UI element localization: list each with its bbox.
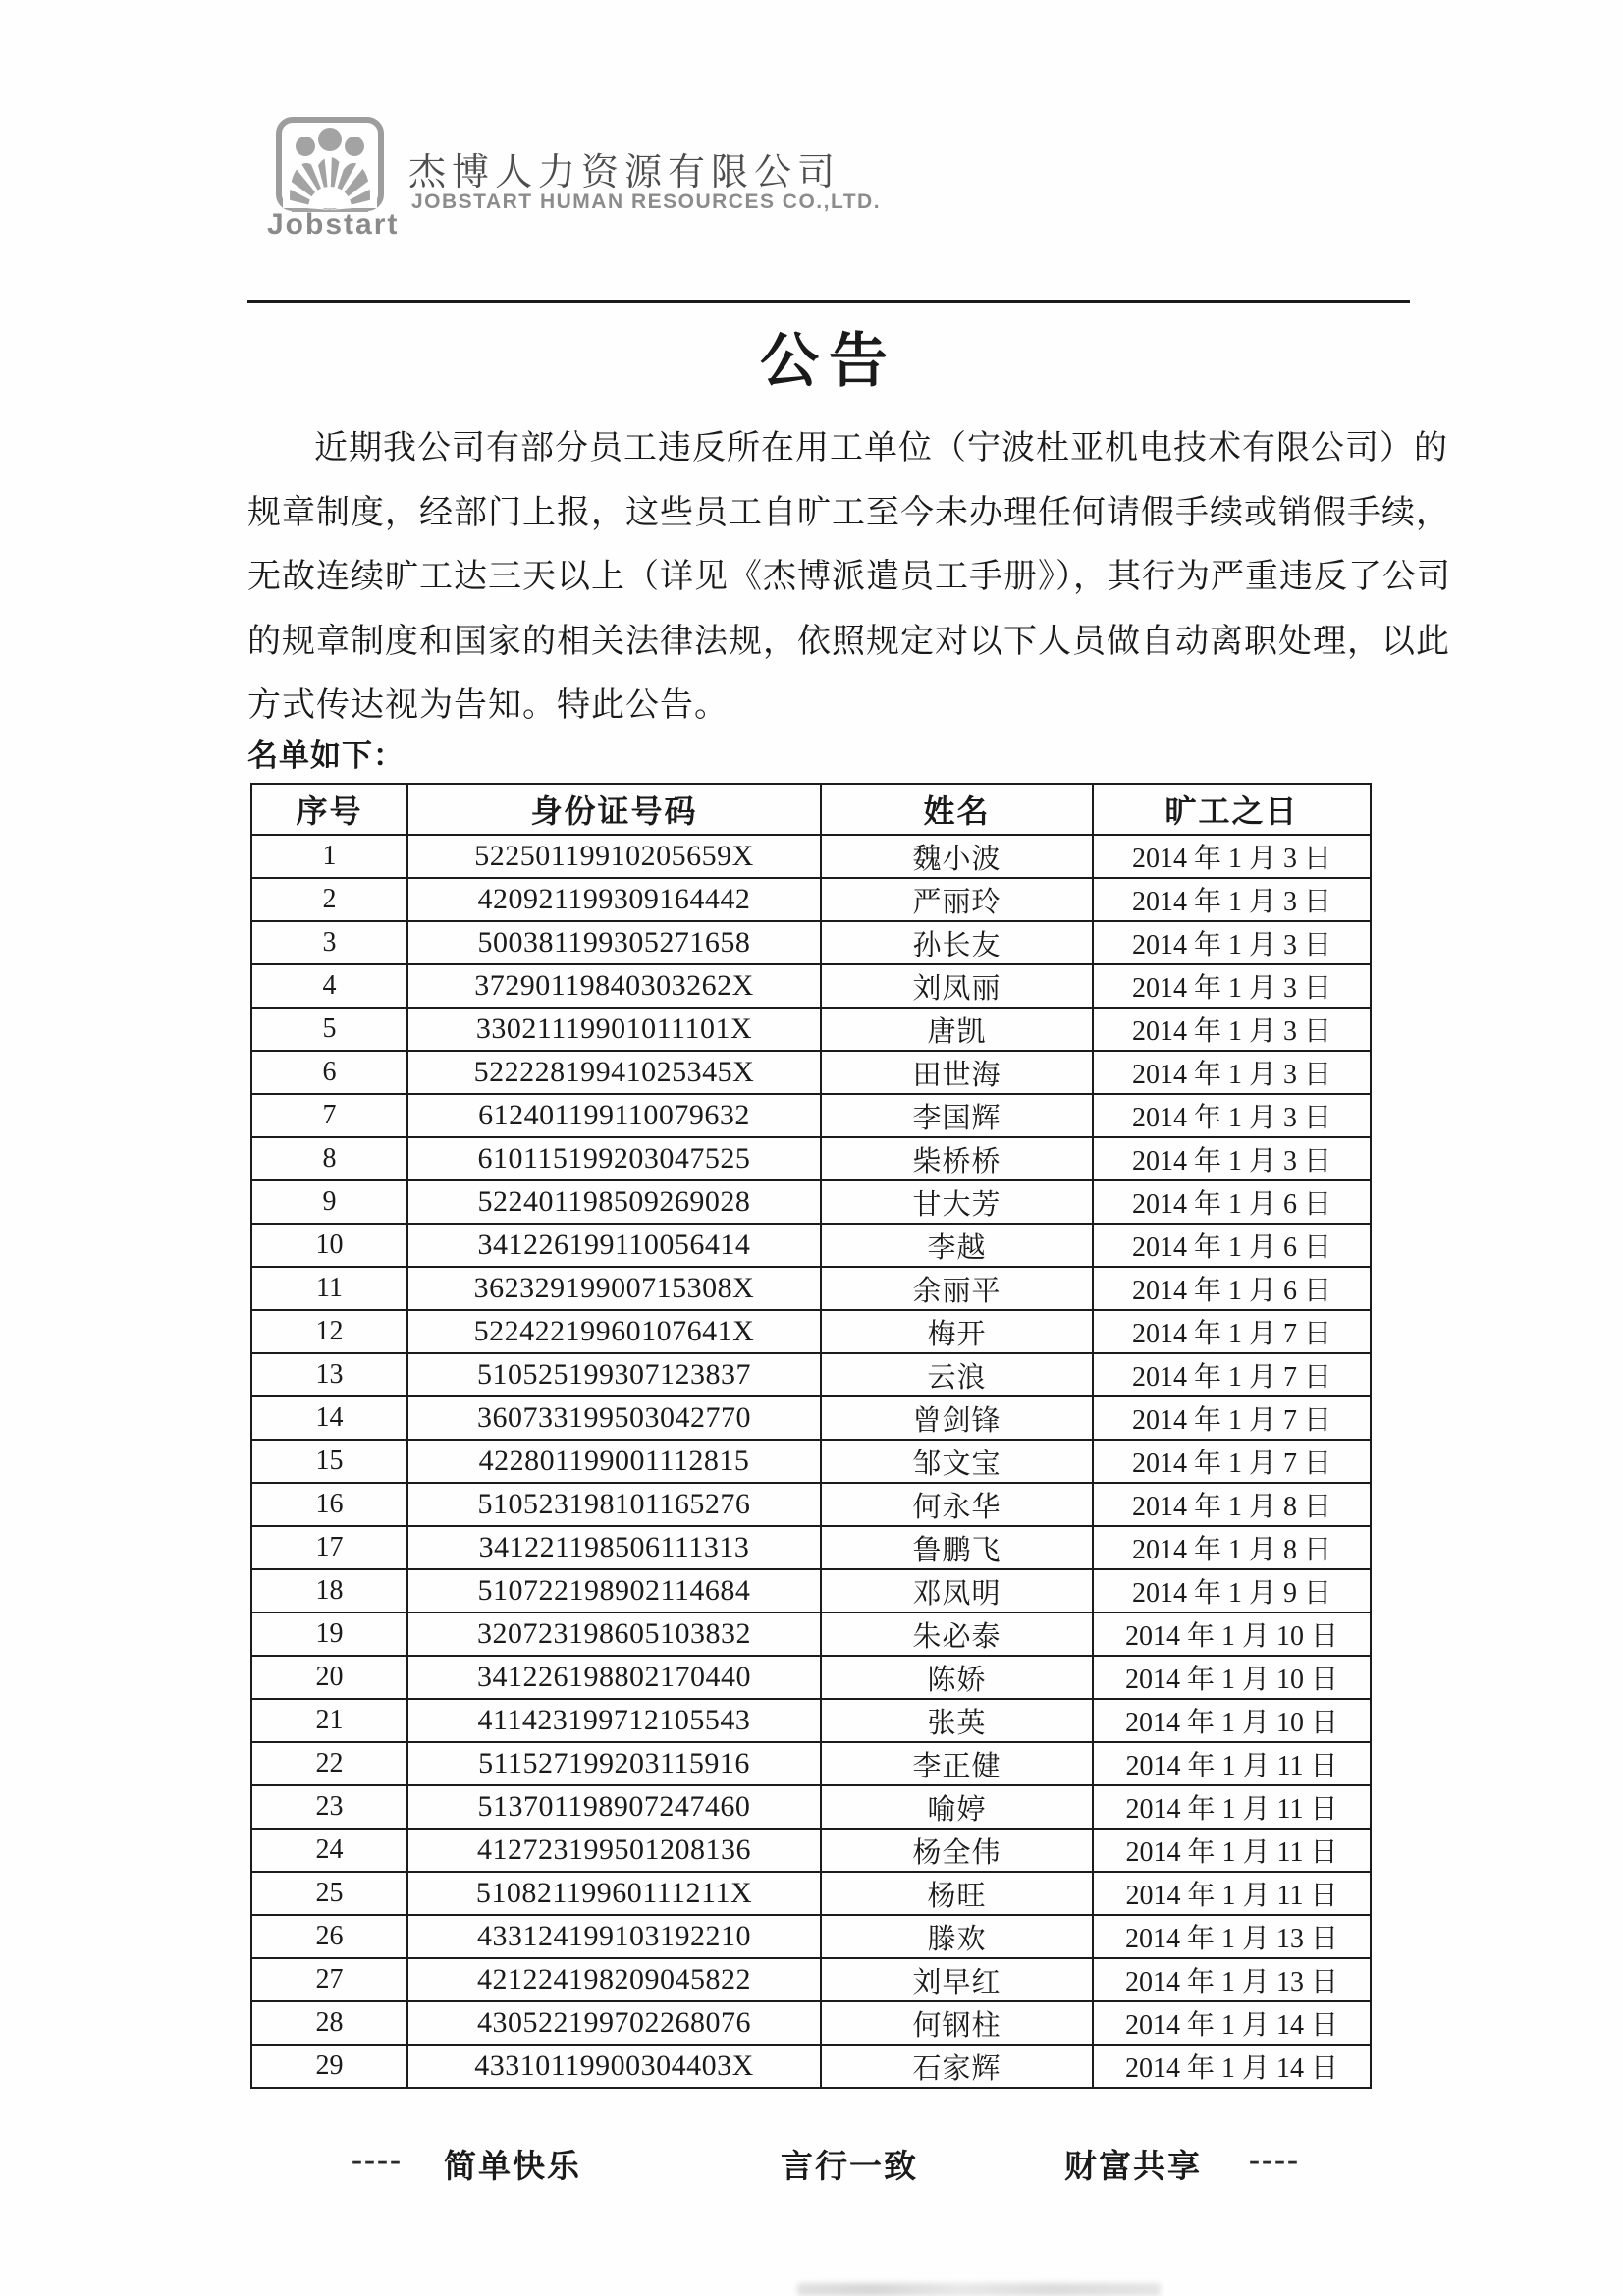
id-number-cell: 510722198902114684 (407, 1569, 821, 1613)
row-index-cell: 25 (251, 1872, 407, 1915)
row-index-cell: 2 (251, 878, 407, 921)
header-divider (247, 300, 1410, 303)
person-name-cell: 张英 (821, 1699, 1093, 1742)
person-name-cell: 李正健 (821, 1742, 1093, 1785)
body-line: 规章制度，经部门上报，这些员工自旷工至今未办理任何请假手续或销假手续， (247, 494, 1450, 531)
table-row (251, 1180, 1371, 1224)
absence-date-cell: 2014 年 1 月 3 日 (1093, 835, 1371, 878)
absence-date-cell: 2014 年 1 月 13 日 (1093, 1915, 1371, 1958)
row-index-cell: 5 (251, 1008, 407, 1051)
row-index-cell: 4 (251, 964, 407, 1008)
person-name-cell: 李越 (821, 1224, 1093, 1267)
absence-date-cell: 2014 年 1 月 3 日 (1093, 1051, 1371, 1094)
table-row (251, 1396, 1371, 1440)
id-number-cell: 430522199702268076 (407, 2001, 821, 2045)
footer-slogans (0, 2141, 1623, 2190)
absence-date-cell: 2014 年 1 月 9 日 (1093, 1569, 1371, 1613)
header-name: 姓名 (821, 784, 1093, 835)
table-row (251, 1613, 1371, 1656)
person-name-cell: 余丽平 (821, 1267, 1093, 1310)
person-name-cell: 邹文宝 (821, 1440, 1093, 1483)
person-name-cell: 田世海 (821, 1051, 1093, 1094)
person-name-cell: 孙长友 (821, 921, 1093, 964)
absence-date-cell: 2014 年 1 月 6 日 (1093, 1180, 1371, 1224)
row-index-cell: 11 (251, 1267, 407, 1310)
table-row (251, 1569, 1371, 1613)
absence-date-cell: 2014 年 1 月 3 日 (1093, 1008, 1371, 1051)
absence-date-cell: 2014 年 1 月 10 日 (1093, 1656, 1371, 1699)
row-index-cell: 24 (251, 1829, 407, 1872)
table-row (251, 1829, 1371, 1872)
table-row (251, 1699, 1371, 1742)
table-row (251, 2045, 1371, 2088)
id-number-cell: 33021119901011101X (407, 1008, 821, 1051)
table-row (251, 1958, 1371, 2001)
id-number-cell: 500381199305271658 (407, 921, 821, 964)
id-number-cell: 52242219960107641X (407, 1310, 821, 1353)
row-index-cell: 19 (251, 1613, 407, 1656)
footer-dash-right: ---- (1249, 2143, 1300, 2178)
table-row (251, 1785, 1371, 1829)
id-number-cell: 36232919900715308X (407, 1267, 821, 1310)
id-number-cell: 612401199110079632 (407, 1094, 821, 1137)
absence-date-cell: 2014 年 1 月 3 日 (1093, 921, 1371, 964)
person-name-cell: 曾剑锋 (821, 1396, 1093, 1440)
person-name-cell: 陈娇 (821, 1656, 1093, 1699)
absence-date-cell: 2014 年 1 月 11 日 (1093, 1872, 1371, 1915)
body-line: 近期我公司有部分员工违反所在用工单位（宁波杜亚机电技术有限公司）的 (314, 430, 1448, 466)
absence-date-cell: 2014 年 1 月 11 日 (1093, 1785, 1371, 1829)
person-name-cell: 杨全伟 (821, 1829, 1093, 1872)
body-line: 无故连续旷工达三天以上（详见《杰博派遣员工手册》），其行为严重违反了公司 (247, 559, 1451, 595)
absence-date-cell: 2014 年 1 月 6 日 (1093, 1224, 1371, 1267)
table-body (251, 835, 1371, 2088)
row-index-cell: 3 (251, 921, 407, 964)
header-id-number: 身份证号码 (407, 784, 821, 835)
id-number-cell: 341221198506111313 (407, 1526, 821, 1569)
id-number-cell: 411423199712105543 (407, 1699, 821, 1742)
absence-date-cell: 2014 年 1 月 11 日 (1093, 1742, 1371, 1785)
table-row (251, 1353, 1371, 1396)
absence-date-cell: 2014 年 1 月 14 日 (1093, 2001, 1371, 2045)
row-index-cell: 28 (251, 2001, 407, 2045)
body-line: 的规章制度和国家的相关法律法规，依照规定对以下人员做自动离职处理，以此 (247, 623, 1450, 660)
table-row (251, 1656, 1371, 1699)
person-name-cell: 刘凤丽 (821, 964, 1093, 1008)
table-row (251, 1310, 1371, 1353)
id-number-cell: 341226199110056414 (407, 1224, 821, 1267)
header-absence-date: 旷工之日 (1093, 784, 1371, 835)
table-row (251, 1742, 1371, 1785)
person-name-cell: 严丽玲 (821, 878, 1093, 921)
absence-date-cell: 2014 年 1 月 10 日 (1093, 1613, 1371, 1656)
row-index-cell: 17 (251, 1526, 407, 1569)
absence-date-cell: 2014 年 1 月 8 日 (1093, 1526, 1371, 1569)
id-number-cell: 420921199309164442 (407, 878, 821, 921)
scan-artifact (797, 2283, 1161, 2296)
person-name-cell: 梅开 (821, 1310, 1093, 1353)
announcement-body (247, 416, 1451, 738)
table-row (251, 878, 1371, 921)
header-serial-number: 序号 (251, 784, 407, 835)
id-number-cell: 513701198907247460 (407, 1785, 821, 1829)
table-row (251, 2001, 1371, 2045)
list-intro-label: 名单如下： (247, 738, 405, 773)
row-index-cell: 7 (251, 1094, 407, 1137)
absence-date-cell: 2014 年 1 月 3 日 (1093, 878, 1371, 921)
row-index-cell: 16 (251, 1483, 407, 1526)
absence-date-cell: 2014 年 1 月 3 日 (1093, 1094, 1371, 1137)
absence-date-cell: 2014 年 1 月 7 日 (1093, 1310, 1371, 1353)
id-number-cell: 511527199203115916 (407, 1742, 821, 1785)
table-header-row (251, 784, 1371, 835)
absence-date-cell: 2014 年 1 月 8 日 (1093, 1483, 1371, 1526)
footer-dash-left: ---- (352, 2143, 403, 2178)
row-index-cell: 18 (251, 1569, 407, 1613)
absence-date-cell: 2014 年 1 月 7 日 (1093, 1396, 1371, 1440)
person-name-cell: 滕欢 (821, 1915, 1093, 1958)
table-row (251, 1526, 1371, 1569)
id-number-cell: 510523198101165276 (407, 1483, 821, 1526)
row-index-cell: 22 (251, 1742, 407, 1785)
person-name-cell: 魏小波 (821, 835, 1093, 878)
id-number-cell: 522401198509269028 (407, 1180, 821, 1224)
person-name-cell: 鲁鹏飞 (821, 1526, 1093, 1569)
company-name-cn: 杰博人力资源有限公司 (408, 152, 841, 193)
row-index-cell: 1 (251, 835, 407, 878)
company-name-en: JOBSTART HUMAN RESOURCES CO.,LTD. (411, 191, 882, 213)
id-number-cell: 51082119960111211X (407, 1872, 821, 1915)
row-index-cell: 26 (251, 1915, 407, 1958)
table-row (251, 835, 1371, 878)
row-index-cell: 15 (251, 1440, 407, 1483)
id-number-cell: 610115199203047525 (407, 1137, 821, 1180)
id-number-cell: 43310119900304403X (407, 2045, 821, 2088)
table-row (251, 1008, 1371, 1051)
table-row (251, 1094, 1371, 1137)
absence-date-cell: 2014 年 1 月 7 日 (1093, 1353, 1371, 1396)
id-number-cell: 510525199307123837 (407, 1353, 821, 1396)
row-index-cell: 10 (251, 1224, 407, 1267)
person-name-cell: 何钢柱 (821, 2001, 1093, 2045)
brand-wordmark: Jobstart (267, 208, 400, 241)
absence-date-cell: 2014 年 1 月 10 日 (1093, 1699, 1371, 1742)
person-name-cell: 喻婷 (821, 1785, 1093, 1829)
row-index-cell: 14 (251, 1396, 407, 1440)
person-name-cell: 石家辉 (821, 2045, 1093, 2088)
row-index-cell: 29 (251, 2045, 407, 2088)
id-number-cell: 422801199001112815 (407, 1440, 821, 1483)
person-name-cell: 朱必泰 (821, 1613, 1093, 1656)
jobstart-logo-icon (275, 116, 385, 217)
table-row (251, 1483, 1371, 1526)
table-row (251, 1267, 1371, 1310)
row-index-cell: 23 (251, 1785, 407, 1829)
row-index-cell: 6 (251, 1051, 407, 1094)
row-index-cell: 27 (251, 1958, 407, 2001)
id-number-cell: 320723198605103832 (407, 1613, 821, 1656)
id-number-cell: 412723199501208136 (407, 1829, 821, 1872)
absence-date-cell: 2014 年 1 月 3 日 (1093, 964, 1371, 1008)
person-name-cell: 云浪 (821, 1353, 1093, 1396)
table-row (251, 1440, 1371, 1483)
id-number-cell: 421224198209045822 (407, 1958, 821, 2001)
id-number-cell: 52222819941025345X (407, 1051, 821, 1094)
row-index-cell: 9 (251, 1180, 407, 1224)
id-number-cell: 341226198802170440 (407, 1656, 821, 1699)
table-row (251, 1224, 1371, 1267)
table-row (251, 964, 1371, 1008)
absence-date-cell: 2014 年 1 月 14 日 (1093, 2045, 1371, 2088)
person-name-cell: 柴桥桥 (821, 1137, 1093, 1180)
absence-date-cell: 2014 年 1 月 7 日 (1093, 1440, 1371, 1483)
person-name-cell: 邓凤明 (821, 1569, 1093, 1613)
absence-date-cell: 2014 年 1 月 3 日 (1093, 1137, 1371, 1180)
absence-date-cell: 2014 年 1 月 6 日 (1093, 1267, 1371, 1310)
table-row (251, 1051, 1371, 1094)
person-name-cell: 甘大芳 (821, 1180, 1093, 1224)
row-index-cell: 13 (251, 1353, 407, 1396)
row-index-cell: 20 (251, 1656, 407, 1699)
footer-slogan-3: 财富共享 (1064, 2150, 1202, 2185)
person-name-cell: 何永华 (821, 1483, 1093, 1526)
person-name-cell: 唐凯 (821, 1008, 1093, 1051)
id-number-cell: 433124199103192210 (407, 1915, 821, 1958)
person-name-cell: 李国辉 (821, 1094, 1093, 1137)
absence-date-cell: 2014 年 1 月 13 日 (1093, 1958, 1371, 2001)
table-row (251, 921, 1371, 964)
table-row (251, 1915, 1371, 1958)
table-row (251, 1872, 1371, 1915)
row-index-cell: 12 (251, 1310, 407, 1353)
id-number-cell: 37290119840303262X (407, 964, 821, 1008)
table-row (251, 1137, 1371, 1180)
id-number-cell: 52250119910205659X (407, 835, 821, 878)
person-name-cell: 刘早红 (821, 1958, 1093, 2001)
body-line: 方式传达视为告知。特此公告。 (247, 687, 729, 724)
page-title: 公告 (760, 329, 897, 394)
absence-date-cell: 2014 年 1 月 11 日 (1093, 1829, 1371, 1872)
person-name-cell: 杨旺 (821, 1872, 1093, 1915)
row-index-cell: 21 (251, 1699, 407, 1742)
id-number-cell: 360733199503042770 (407, 1396, 821, 1440)
row-index-cell: 8 (251, 1137, 407, 1180)
footer-slogan-1: 简单快乐 (444, 2150, 581, 2185)
dismissal-roster-table (250, 783, 1372, 2089)
footer-slogan-2: 言行一致 (781, 2150, 918, 2185)
